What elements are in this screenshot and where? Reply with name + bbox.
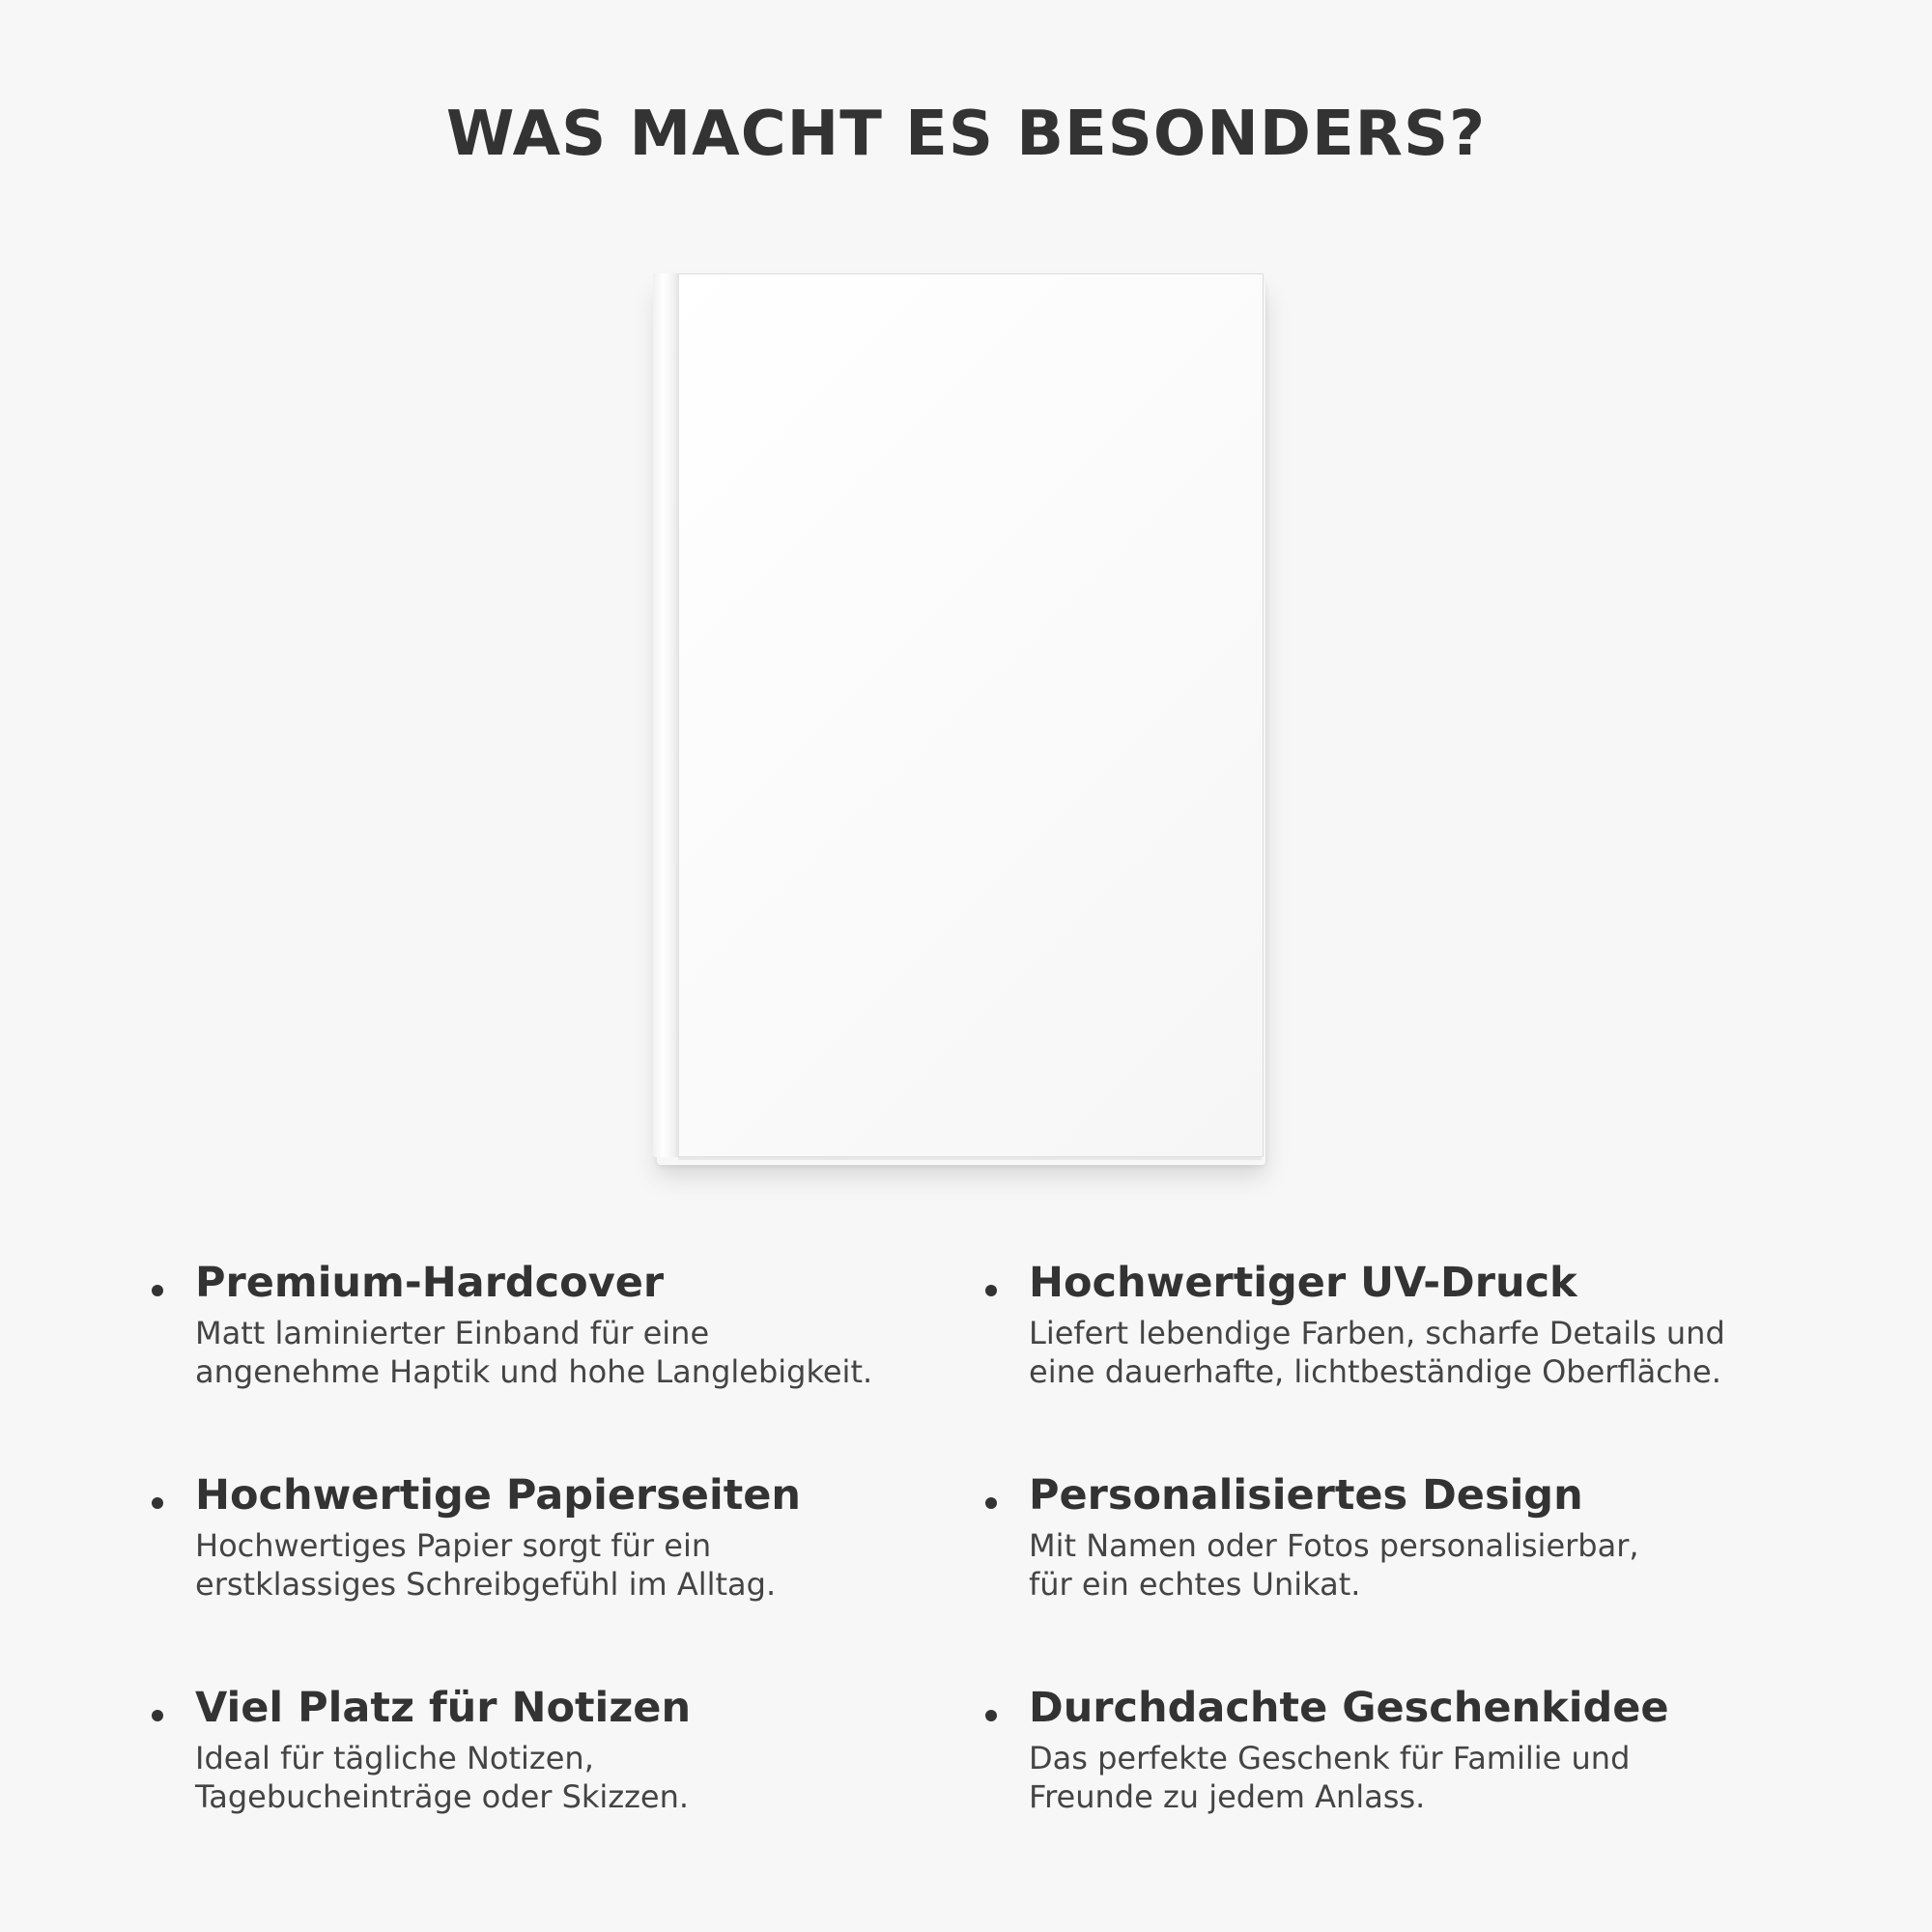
feature-description bbox=[1029, 1526, 1802, 1604]
feature-description-line: eine dauerhafte, lichtbeständige Oberfläche. bbox=[1029, 1353, 1721, 1390]
feature-description bbox=[195, 1739, 968, 1816]
feature-item-premium-hardcover bbox=[195, 1256, 968, 1391]
feature-title: Personalisiertes Design bbox=[1029, 1471, 1583, 1520]
book-cover bbox=[653, 273, 1264, 1157]
feature-description bbox=[195, 1314, 968, 1391]
feature-description-line: Das perfekte Geschenk für Familie und bbox=[1029, 1740, 1631, 1776]
feature-description-line: Ideal für tägliche Notizen, bbox=[195, 1740, 594, 1776]
bullet-icon bbox=[985, 1497, 997, 1509]
feature-item-uv-druck bbox=[1029, 1256, 1802, 1391]
feature-description-line: Hochwertiges Papier sorgt für ein bbox=[195, 1527, 712, 1564]
feature-title: Durchdachte Geschenkidee bbox=[1029, 1684, 1669, 1732]
feature-description-line: Matt laminierter Einband für eine bbox=[195, 1315, 710, 1351]
feature-item-personalisiertes-design bbox=[1029, 1468, 1802, 1604]
feature-description-line: Mit Namen oder Fotos personalisierbar, bbox=[1029, 1527, 1639, 1564]
feature-list bbox=[0, 1256, 1932, 1874]
feature-description-line: Liefert lebendige Farben, scharfe Details und bbox=[1029, 1315, 1725, 1351]
bullet-icon bbox=[985, 1710, 997, 1721]
feature-item-notizen bbox=[195, 1681, 968, 1816]
feature-description-line: Freunde zu jedem Anlass. bbox=[1029, 1778, 1426, 1815]
feature-title: Viel Platz für Notizen bbox=[195, 1684, 692, 1732]
bullet-icon bbox=[152, 1497, 163, 1509]
page-title: WAS MACHT ES BESONDERS? bbox=[445, 99, 1487, 170]
feature-description-line: Tagebucheinträge oder Skizzen. bbox=[195, 1778, 690, 1815]
feature-description bbox=[195, 1526, 968, 1604]
feature-description-line: angenehme Haptik und hohe Langlebigkeit. bbox=[195, 1353, 873, 1390]
bullet-icon bbox=[152, 1710, 163, 1721]
bullet-icon bbox=[985, 1285, 997, 1296]
feature-item-geschenkidee bbox=[1029, 1681, 1802, 1816]
feature-description-line: erstklassiges Schreibgefühl im Alltag. bbox=[195, 1566, 777, 1603]
bullet-icon bbox=[152, 1285, 163, 1296]
feature-title: Premium-Hardcover bbox=[195, 1259, 665, 1307]
book-spine bbox=[653, 273, 679, 1157]
feature-description bbox=[1029, 1314, 1802, 1391]
feature-item-papierseiten bbox=[195, 1468, 968, 1604]
feature-description bbox=[1029, 1739, 1802, 1816]
book-mockup bbox=[653, 273, 1264, 1157]
book-bottom-edge bbox=[678, 1157, 1262, 1160]
feature-title: Hochwertiger UV-Druck bbox=[1029, 1259, 1577, 1307]
feature-title: Hochwertige Papierseiten bbox=[195, 1471, 802, 1520]
feature-description-line: für ein echtes Unikat. bbox=[1029, 1566, 1361, 1603]
